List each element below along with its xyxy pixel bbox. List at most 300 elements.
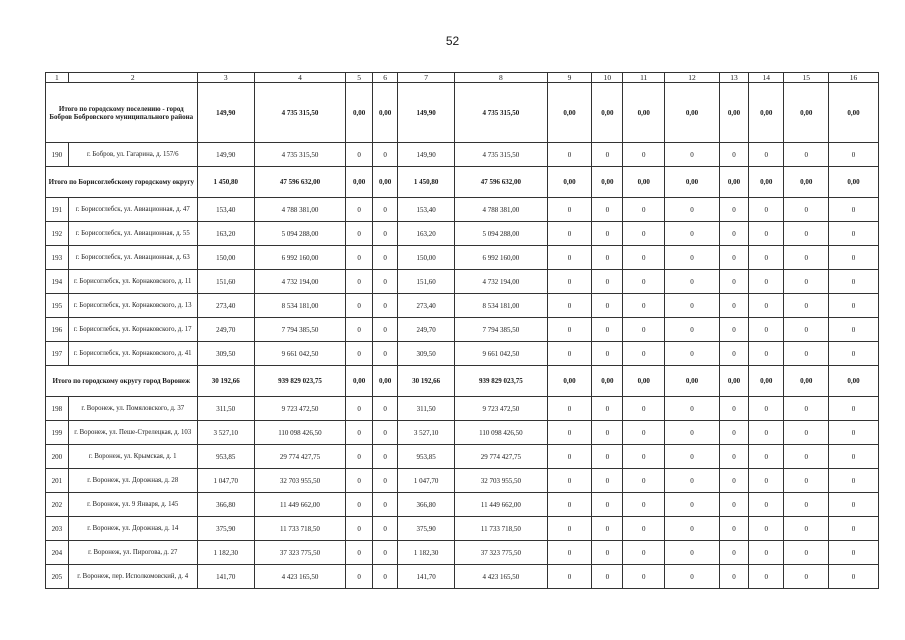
- table-cell: 0: [592, 198, 623, 222]
- table-cell: 0: [784, 294, 829, 318]
- column-number-cell: 1: [46, 73, 69, 83]
- table-cell: 0,00: [664, 83, 719, 143]
- table-cell: 0: [547, 246, 592, 270]
- table-cell: 0,00: [720, 167, 749, 198]
- table-cell: 0: [623, 246, 665, 270]
- table-cell: 0,00: [784, 83, 829, 143]
- table-row: [46, 541, 879, 565]
- row-number-cell: 201: [46, 469, 69, 493]
- table-cell: 11 733 718,50: [254, 517, 345, 541]
- table-row: [46, 565, 879, 589]
- table-cell: 0: [623, 517, 665, 541]
- table-cell: 151,60: [398, 270, 455, 294]
- table-cell: 0,00: [547, 167, 592, 198]
- table-cell: 0: [373, 493, 398, 517]
- table-cell: 9 661 042,50: [455, 342, 547, 366]
- table-cell: 0: [784, 469, 829, 493]
- table-cell: 0: [720, 318, 749, 342]
- address-cell: г. Воронеж, ул. Дорожная, д. 14: [68, 517, 197, 541]
- row-number-cell: 205: [46, 565, 69, 589]
- column-number-cell: 14: [749, 73, 784, 83]
- table-cell: 0: [547, 397, 592, 421]
- table-cell: 0,00: [592, 366, 623, 397]
- table-cell: 0: [829, 318, 879, 342]
- subtotal-label: Итого по Борисоглебскому городскому округу: [46, 167, 198, 198]
- table-cell: 9 723 472,50: [254, 397, 345, 421]
- table-cell: 30 192,66: [197, 366, 254, 397]
- table-cell: 309,50: [398, 342, 455, 366]
- table-cell: 0,00: [829, 167, 879, 198]
- row-number-cell: 194: [46, 270, 69, 294]
- table-cell: 0: [547, 318, 592, 342]
- table-cell: 0: [592, 517, 623, 541]
- table-cell: 0: [346, 565, 373, 589]
- table-cell: 3 527,10: [197, 421, 254, 445]
- table-cell: 0: [547, 565, 592, 589]
- table-cell: 3 527,10: [398, 421, 455, 445]
- table-cell: 0: [720, 294, 749, 318]
- table-cell: 0: [592, 397, 623, 421]
- table-cell: 0,00: [346, 167, 373, 198]
- table-cell: 0: [623, 294, 665, 318]
- table-cell: 0,00: [623, 83, 665, 143]
- table-cell: 0,00: [373, 83, 398, 143]
- row-number-cell: 200: [46, 445, 69, 469]
- table-cell: 0: [720, 565, 749, 589]
- table-cell: 11 733 718,50: [455, 517, 547, 541]
- table-cell: 0: [784, 246, 829, 270]
- table-cell: 0: [829, 198, 879, 222]
- page-number: 52: [445, 34, 460, 48]
- table-cell: 0,00: [784, 167, 829, 198]
- table-cell: 0: [346, 246, 373, 270]
- address-cell: г. Воронеж, ул. Пеше-Стрелецкая, д. 103: [68, 421, 197, 445]
- table-cell: 0: [784, 397, 829, 421]
- table-cell: 0: [623, 541, 665, 565]
- table-cell: 0: [373, 246, 398, 270]
- subtotal-label: Итого по городскому поселению - город Бобров Бобровского муниципального района: [46, 83, 198, 143]
- table-cell: 0: [829, 246, 879, 270]
- column-number-cell: 3: [197, 73, 254, 83]
- table-cell: 4 732 194,00: [455, 270, 547, 294]
- table-cell: 149,90: [398, 143, 455, 167]
- address-cell: г. Воронеж, ул. Крымская, д. 1: [68, 445, 197, 469]
- table-cell: 0: [373, 541, 398, 565]
- table-row: [46, 342, 879, 366]
- table-cell: 0: [547, 493, 592, 517]
- table-cell: 0: [784, 222, 829, 246]
- table-cell: 0: [592, 222, 623, 246]
- table-cell: 0: [720, 493, 749, 517]
- table-cell: 47 596 632,00: [455, 167, 547, 198]
- address-cell: г. Борисоглебск, ул. Корнаковского, д. 13: [68, 294, 197, 318]
- table-cell: 0: [623, 397, 665, 421]
- table-cell: 0: [547, 222, 592, 246]
- table-cell: 0,00: [592, 83, 623, 143]
- table-cell: 1 182,30: [398, 541, 455, 565]
- address-cell: г. Воронеж, ул. Помяловского, д. 37: [68, 397, 197, 421]
- column-number-cell: 4: [254, 73, 345, 83]
- table-cell: 0: [547, 143, 592, 167]
- table-cell: 311,50: [197, 397, 254, 421]
- address-cell: г. Воронеж, пер. Исполкомовский, д. 4: [68, 565, 197, 589]
- table-cell: 9 661 042,50: [254, 342, 345, 366]
- table-row: [46, 469, 879, 493]
- table-cell: 375,90: [398, 517, 455, 541]
- table-cell: 0: [664, 222, 719, 246]
- column-number-cell: 9: [547, 73, 592, 83]
- table-cell: 0: [829, 541, 879, 565]
- table-cell: 1 450,80: [398, 167, 455, 198]
- table-cell: 30 192,66: [398, 366, 455, 397]
- table-cell: 0: [346, 469, 373, 493]
- table-cell: 0: [346, 143, 373, 167]
- table-cell: 11 449 662,00: [455, 493, 547, 517]
- table-cell: 0,00: [547, 366, 592, 397]
- table-cell: 0,00: [346, 83, 373, 143]
- table-cell: 0: [829, 493, 879, 517]
- table-cell: 0: [749, 517, 784, 541]
- table-cell: 0: [623, 143, 665, 167]
- table-cell: 32 703 955,50: [455, 469, 547, 493]
- table-cell: 0: [829, 469, 879, 493]
- table-cell: 0: [829, 222, 879, 246]
- table-cell: 0: [749, 222, 784, 246]
- table-cell: 0: [749, 469, 784, 493]
- column-number-cell: 13: [720, 73, 749, 83]
- table-cell: 0: [749, 246, 784, 270]
- column-number-cell: 5: [346, 73, 373, 83]
- table-cell: 953,85: [398, 445, 455, 469]
- table-cell: 0: [346, 421, 373, 445]
- subtotal-row: [46, 167, 879, 198]
- row-number-cell: 198: [46, 397, 69, 421]
- table-cell: 0: [547, 469, 592, 493]
- table-cell: 47 596 632,00: [254, 167, 345, 198]
- table-cell: 0: [623, 270, 665, 294]
- table-cell: 151,60: [197, 270, 254, 294]
- column-number-cell: 10: [592, 73, 623, 83]
- table-cell: 0: [623, 318, 665, 342]
- table-cell: 0: [749, 143, 784, 167]
- row-number-cell: 190: [46, 143, 69, 167]
- row-number-cell: 192: [46, 222, 69, 246]
- table-cell: 0: [784, 517, 829, 541]
- table-cell: 0: [346, 517, 373, 541]
- table-cell: 273,40: [398, 294, 455, 318]
- table-cell: 0,00: [784, 366, 829, 397]
- table-cell: 4 423 165,50: [254, 565, 345, 589]
- table-cell: 0: [749, 294, 784, 318]
- table-cell: 939 829 023,75: [254, 366, 345, 397]
- table-cell: 0: [664, 246, 719, 270]
- table-cell: 0: [829, 294, 879, 318]
- table-cell: 0: [373, 222, 398, 246]
- table-cell: 4 735 315,50: [455, 143, 547, 167]
- table-cell: 0: [829, 565, 879, 589]
- table-row: [46, 246, 879, 270]
- table-cell: 0: [720, 342, 749, 366]
- table-cell: 0: [784, 270, 829, 294]
- table-cell: 0: [749, 493, 784, 517]
- table-cell: 37 323 775,50: [455, 541, 547, 565]
- address-cell: г. Борисоглебск, ул. Корнаковского, д. 11: [68, 270, 197, 294]
- table-cell: 0: [664, 294, 719, 318]
- table-cell: 311,50: [398, 397, 455, 421]
- table-cell: 0: [373, 318, 398, 342]
- row-number-cell: 204: [46, 541, 69, 565]
- table-cell: 150,00: [197, 246, 254, 270]
- table-cell: 4 788 381,00: [455, 198, 547, 222]
- table-cell: 0,00: [664, 167, 719, 198]
- address-cell: г. Борисоглебск, ул. Корнаковского, д. 41: [68, 342, 197, 366]
- table-cell: 0: [749, 270, 784, 294]
- table-cell: 0,00: [749, 366, 784, 397]
- table-cell: 0: [373, 342, 398, 366]
- table-cell: 0: [346, 198, 373, 222]
- table-cell: 0,00: [346, 366, 373, 397]
- table-cell: 0: [664, 143, 719, 167]
- table-cell: 366,80: [197, 493, 254, 517]
- column-number-cell: 11: [623, 73, 665, 83]
- table-cell: 375,90: [197, 517, 254, 541]
- table-row: [46, 318, 879, 342]
- table-cell: 141,70: [197, 565, 254, 589]
- table-cell: 37 323 775,50: [254, 541, 345, 565]
- table-cell: 0: [720, 541, 749, 565]
- table-cell: 0: [373, 565, 398, 589]
- row-number-cell: 199: [46, 421, 69, 445]
- table-cell: 0: [623, 445, 665, 469]
- table-cell: 0: [623, 493, 665, 517]
- table-cell: 0: [592, 318, 623, 342]
- table-cell: 4 788 381,00: [254, 198, 345, 222]
- table-cell: 0: [373, 294, 398, 318]
- table-cell: 0: [749, 342, 784, 366]
- column-number-cell: 8: [455, 73, 547, 83]
- table-cell: 0: [373, 198, 398, 222]
- table-cell: 153,40: [197, 198, 254, 222]
- data-table: [45, 72, 879, 589]
- table-cell: 6 992 160,00: [455, 246, 547, 270]
- table-cell: 0: [784, 493, 829, 517]
- table-cell: 0,00: [720, 366, 749, 397]
- table-cell: 0: [547, 294, 592, 318]
- table-cell: 0: [829, 445, 879, 469]
- table-cell: 5 094 288,00: [455, 222, 547, 246]
- row-number-cell: 202: [46, 493, 69, 517]
- table-cell: 0: [623, 565, 665, 589]
- table-cell: 0: [749, 397, 784, 421]
- table-cell: 1 450,80: [197, 167, 254, 198]
- table-cell: 249,70: [398, 318, 455, 342]
- table-cell: 0: [346, 294, 373, 318]
- table-cell: 0: [664, 469, 719, 493]
- table-cell: 0: [784, 143, 829, 167]
- table-cell: 0: [373, 469, 398, 493]
- table-cell: 0: [346, 397, 373, 421]
- table-cell: 0: [749, 445, 784, 469]
- table-cell: 0: [749, 198, 784, 222]
- table-cell: 0: [373, 445, 398, 469]
- subtotal-row: [46, 83, 879, 143]
- column-number-cell: 12: [664, 73, 719, 83]
- table-cell: 29 774 427,75: [455, 445, 547, 469]
- table-cell: 0,00: [829, 366, 879, 397]
- table-row: [46, 143, 879, 167]
- table-cell: 0,00: [373, 167, 398, 198]
- table-cell: 0,00: [592, 167, 623, 198]
- table-cell: 0: [664, 565, 719, 589]
- table-cell: 0: [784, 565, 829, 589]
- table-cell: 0: [623, 421, 665, 445]
- table-row: [46, 270, 879, 294]
- table-cell: 149,90: [197, 143, 254, 167]
- table-cell: 0: [784, 198, 829, 222]
- table-cell: 4 735 315,50: [254, 143, 345, 167]
- table-row: [46, 445, 879, 469]
- table-cell: 0,00: [829, 83, 879, 143]
- table-cell: 4 732 194,00: [254, 270, 345, 294]
- table-cell: 0: [784, 445, 829, 469]
- table-cell: 150,00: [398, 246, 455, 270]
- table-cell: 0,00: [547, 83, 592, 143]
- table-cell: 0: [346, 222, 373, 246]
- table-cell: 0: [346, 445, 373, 469]
- table-cell: 0: [664, 493, 719, 517]
- table-cell: 149,90: [197, 83, 254, 143]
- table-cell: 0: [664, 445, 719, 469]
- table-row: [46, 397, 879, 421]
- row-number-cell: 193: [46, 246, 69, 270]
- table-cell: 0: [592, 294, 623, 318]
- column-number-cell: 6: [373, 73, 398, 83]
- table-cell: 0: [623, 469, 665, 493]
- table-cell: 0: [720, 469, 749, 493]
- table-cell: 0: [623, 198, 665, 222]
- column-number-cell: 16: [829, 73, 879, 83]
- table-cell: 0: [592, 469, 623, 493]
- subtotal-label: Итого по городскому округу город Воронеж: [46, 366, 198, 397]
- table-cell: 0: [592, 270, 623, 294]
- table-cell: 0: [664, 318, 719, 342]
- address-cell: г. Борисоглебск, ул. Авиационная, д. 63: [68, 246, 197, 270]
- column-number-cell: 15: [784, 73, 829, 83]
- table-cell: 0: [547, 270, 592, 294]
- table-row: [46, 294, 879, 318]
- table-cell: 0: [373, 421, 398, 445]
- table-cell: 0: [592, 246, 623, 270]
- table-cell: 0: [547, 198, 592, 222]
- address-cell: г. Воронеж, ул. 9 Января, д. 145: [68, 493, 197, 517]
- column-number-row: [46, 73, 879, 83]
- table-cell: 0: [664, 198, 719, 222]
- table-cell: 1 047,70: [197, 469, 254, 493]
- table-cell: 9 723 472,50: [455, 397, 547, 421]
- table-cell: 7 794 385,50: [455, 318, 547, 342]
- table-cell: 0: [829, 517, 879, 541]
- table-cell: 0: [592, 541, 623, 565]
- table-cell: 0: [784, 541, 829, 565]
- subtotal-row: [46, 366, 879, 397]
- table-cell: 0: [829, 342, 879, 366]
- table-cell: 0: [749, 318, 784, 342]
- table-cell: 0: [547, 421, 592, 445]
- table-cell: 0: [346, 493, 373, 517]
- table-cell: 0: [373, 270, 398, 294]
- table-cell: 0: [720, 517, 749, 541]
- table-cell: 163,20: [398, 222, 455, 246]
- table-row: [46, 517, 879, 541]
- table-cell: 0: [373, 517, 398, 541]
- table-cell: 0: [664, 541, 719, 565]
- table-cell: 0: [547, 445, 592, 469]
- table-cell: 953,85: [197, 445, 254, 469]
- row-number-cell: 195: [46, 294, 69, 318]
- address-cell: г. Борисоглебск, ул. Авиационная, д. 55: [68, 222, 197, 246]
- table-cell: 0: [829, 143, 879, 167]
- table-cell: 0: [623, 222, 665, 246]
- table-cell: 0: [623, 342, 665, 366]
- address-cell: г. Бобров, ул. Гагарина, д. 157/6: [68, 143, 197, 167]
- table-cell: 0,00: [623, 366, 665, 397]
- table-cell: 7 794 385,50: [254, 318, 345, 342]
- address-cell: г. Борисоглебск, ул. Авиационная, д. 47: [68, 198, 197, 222]
- address-cell: г. Воронеж, ул. Пирогова, д. 27: [68, 541, 197, 565]
- table-cell: 0: [829, 397, 879, 421]
- table-cell: 4 735 315,50: [455, 83, 547, 143]
- table-cell: 1 182,30: [197, 541, 254, 565]
- table-row: [46, 421, 879, 445]
- address-cell: г. Борисоглебск, ул. Корнаковского, д. 17: [68, 318, 197, 342]
- table-cell: 110 098 426,50: [455, 421, 547, 445]
- table-cell: 0: [346, 318, 373, 342]
- table-cell: 0: [346, 541, 373, 565]
- table-cell: 0,00: [373, 366, 398, 397]
- table-cell: 6 992 160,00: [254, 246, 345, 270]
- table-cell: 249,70: [197, 318, 254, 342]
- table-cell: 0: [547, 342, 592, 366]
- table-cell: 939 829 023,75: [455, 366, 547, 397]
- table-cell: 0: [720, 421, 749, 445]
- table-cell: 0: [784, 342, 829, 366]
- table-cell: 163,20: [197, 222, 254, 246]
- column-number-cell: 2: [68, 73, 197, 83]
- table-cell: 4 423 165,50: [455, 565, 547, 589]
- row-number-cell: 196: [46, 318, 69, 342]
- table-cell: 273,40: [197, 294, 254, 318]
- table-cell: 149,90: [398, 83, 455, 143]
- table-cell: 0: [664, 270, 719, 294]
- table-cell: 0: [720, 397, 749, 421]
- table-cell: 0,00: [749, 167, 784, 198]
- table-cell: 0: [592, 143, 623, 167]
- table-cell: 0: [784, 421, 829, 445]
- table-cell: 366,80: [398, 493, 455, 517]
- table-cell: 0,00: [720, 83, 749, 143]
- table-cell: 8 534 181,00: [455, 294, 547, 318]
- address-cell: г. Воронеж, ул. Дорожная, д. 28: [68, 469, 197, 493]
- row-number-cell: 203: [46, 517, 69, 541]
- table-cell: 0: [373, 143, 398, 167]
- table-cell: 0: [664, 517, 719, 541]
- table-cell: 0: [720, 445, 749, 469]
- table-row: [46, 198, 879, 222]
- table-cell: 11 449 662,00: [254, 493, 345, 517]
- table-cell: 0: [547, 517, 592, 541]
- table-cell: 0: [592, 445, 623, 469]
- table-cell: 0: [749, 565, 784, 589]
